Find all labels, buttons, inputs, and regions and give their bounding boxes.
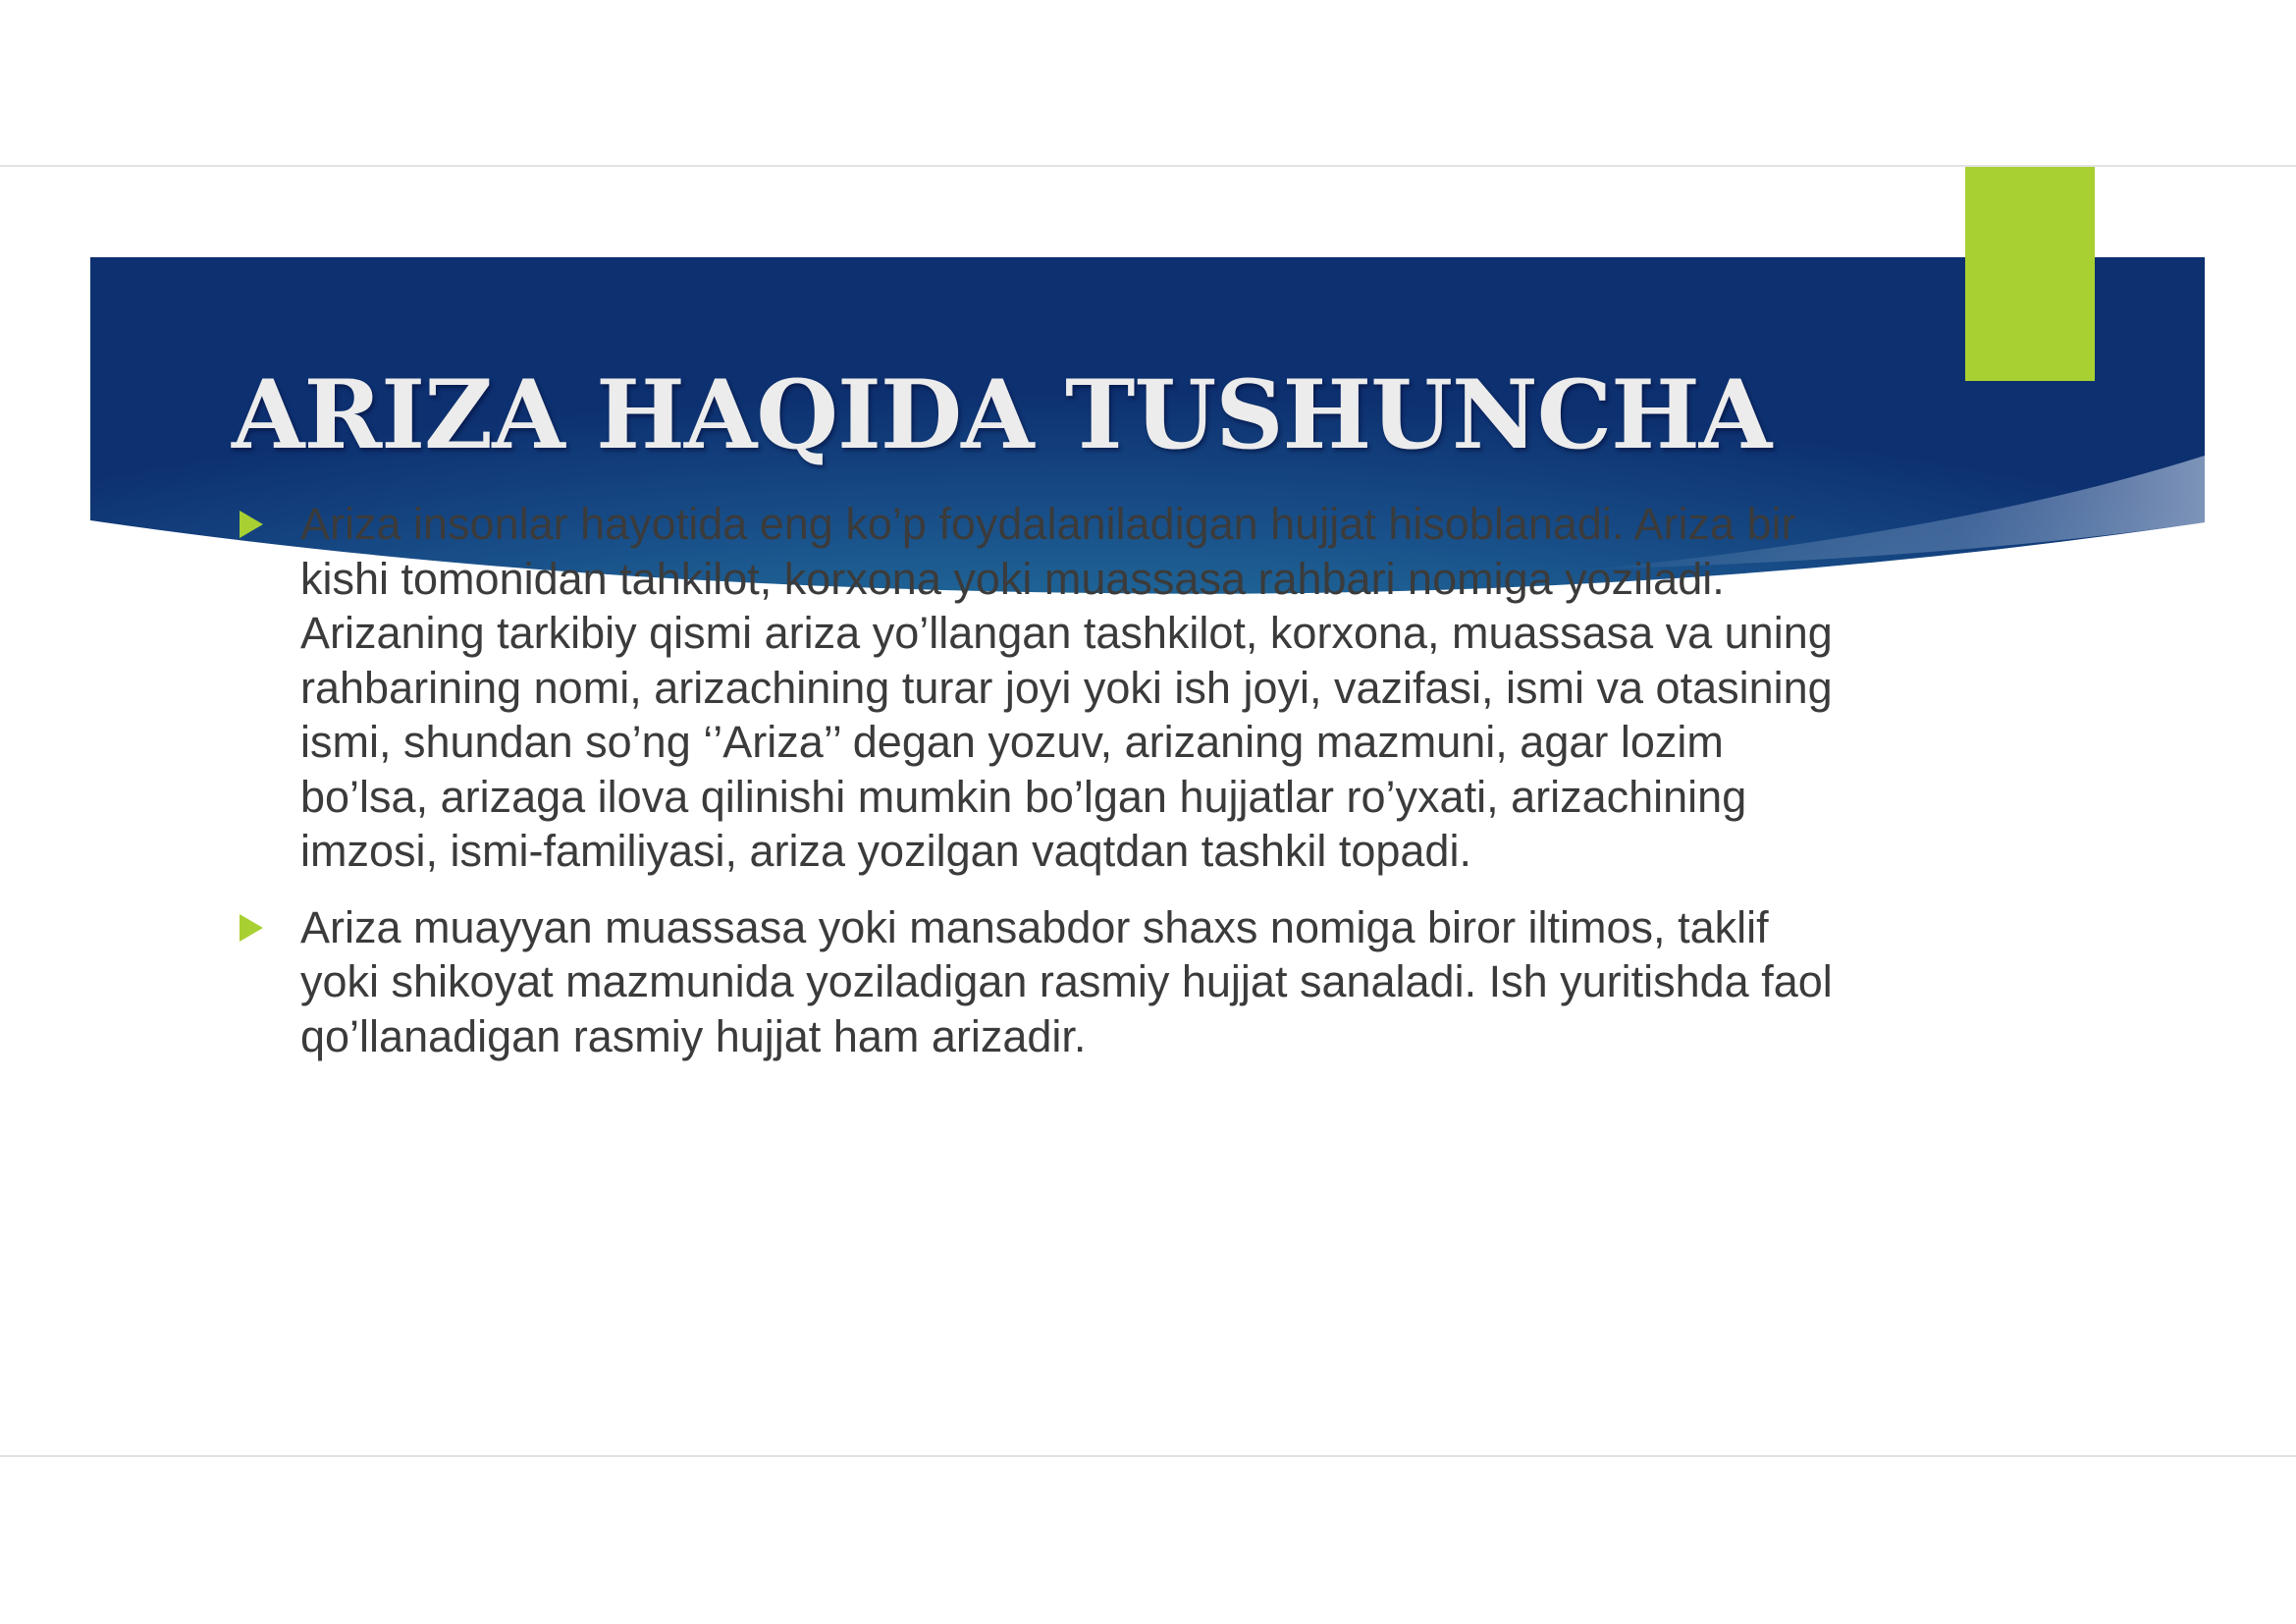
triangle-bullet-icon: [240, 914, 263, 942]
bullet-text: Ariza muayyan muassasa yoki mansabdor shaxs nomiga biror iltimos, taklif yoki shikoyat mazmunida yoziladigan rasmiy hujjat sanaladi. Ish yuritishda faol qo’llanadigan rasmiy hujjat ham arizadir.: [300, 901, 1833, 1061]
accent-tab: [1965, 167, 2095, 381]
list-item: [232, 900, 1842, 1064]
bullet-list: [232, 497, 1842, 1085]
list-item: [232, 497, 1842, 879]
triangle-bullet-icon: [240, 511, 263, 538]
slide-title: ARIZA HAQIDA TUSHUNCHA: [232, 359, 1772, 470]
bullet-text: Ariza insonlar hayotida eng ko’p foydalaniladigan hujjat hisoblanadi. Ariza bir kishi tomonidan tahkilot, korxona yoki muassasa rahbari nomiga yoziladi. Arizaning tarkibiy qismi ariza yo’llangan tashkilot, korxona, muassasa va uning rahbarining nomi, arizachining turar joyi yoki ish joyi, vazifasi, ismi va otasining ismi, shundan so’ng ‘’Ariza’’ degan yozuv, arizaning mazmuni, agar lozim bo’lsa, arizaga ilova qilinishi mumkin bo’lgan hujjatlar ro’yxati, arizachining imzosi, ismi-familiyasi, ariza yozilgan vaqtdan tashkil topadi.: [300, 499, 1833, 876]
